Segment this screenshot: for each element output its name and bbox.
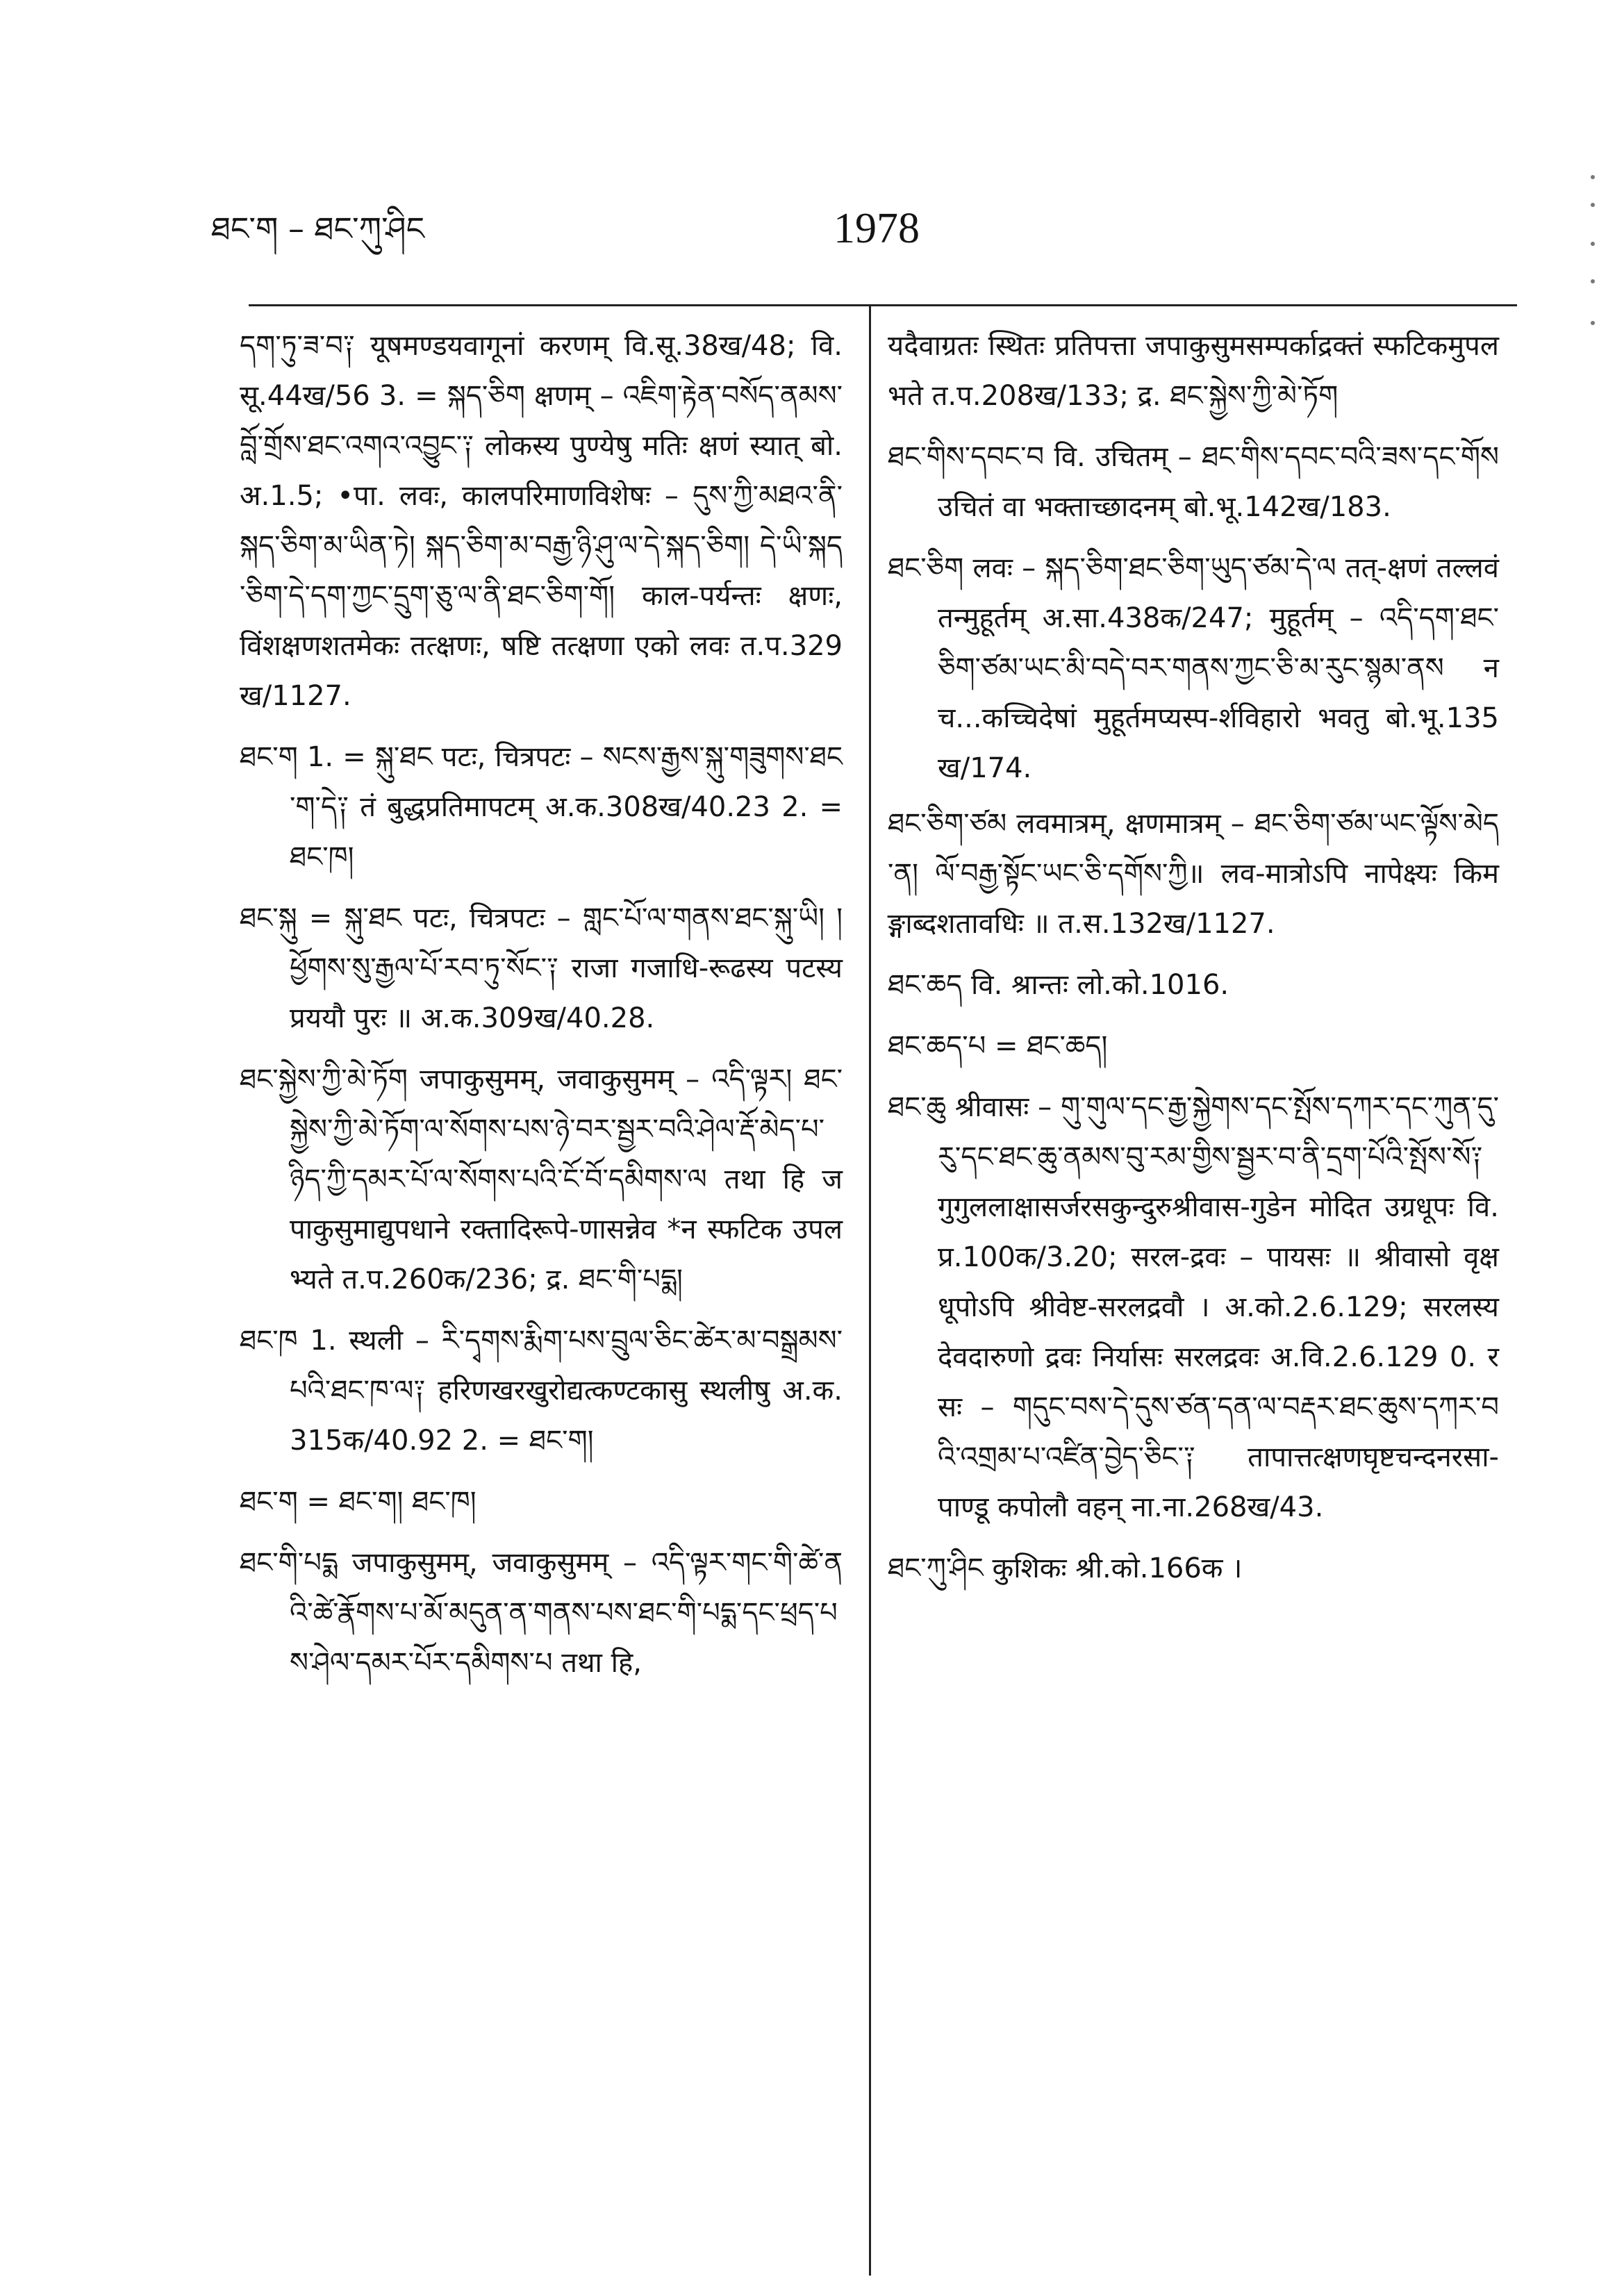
dictionary-entry: ཐང་ཆད वि. श्रान्तः लो.को.1016. xyxy=(888,969,1229,1001)
running-head: ཐང་ག – ཐང་ཀུ་ཤིང xyxy=(211,210,425,247)
dictionary-subentry: ཐང་ཅིག་ཙམ लवमात्रम्, क्षणमात्रम् – ཐང་ཅིག་ཙམ་ཡང་ལྟོས་མེད་ན། ལོ་བརྒྱ་སྟོང་ཡང་ཅི་དགོས་ཀྱི॥ लव-मात्रोऽपि नापेक्ष्यः किमङ्गाब्दशतावधिः ॥ त.स.132ख/1127. xyxy=(888,808,1499,940)
dictionary-entry: ཐང་གི་པདྨ जपाकुसुमम्, जवाकुसुमम् – འདི་ལྟར་གང་གི་ཚེ་ནའི་ཚེ་རྣོགས་པ་མོ་མདུན་ན་གནས་པས་ཐང་གི་པདྨ་དང་ཕྲད་པས་ཤེལ་དམར་པོར་དམིགས་པ तथा हि, xyxy=(240,1547,843,1679)
dictionary-entry: ཐང་སྐུ = སྐུ་ཐང पटः, चित्रपटः – གླང་པོ་ལ་གནས་ཐང་སྐུ་ཡི། །ཕྱོགས་སུ་རྒྱལ་པོ་རབ་ཏུ་སོང་༑ राजा गजाधि-रूढस्य पटस्य प्रययौ पुरः ॥ अ.क.309ख/40.28. xyxy=(240,902,843,1034)
dictionary-entry: ཐང་ཆུ श्रीवासः – གུ་གུལ་དང་རྒྱ་སྐྱེགས་དང་སྤོས་དཀར་དང་ཀུན་དུ་རུ་དང་ཐང་ཆུ་ནམས་བུ་རམ་གྱིས་སྦྱར་བ་ནི་དྲག་པོའི་སྤོས་སོ༑ गुगुललाक्षासर्जरसकुन्दुरुश्रीवास-गुडेन मोदित उग्रधूपः वि.प्र.100क/3.20; सरल-द्रवः – पायसः ॥ श्रीवासो वृक्षधूपोऽपि श्रीवेष्ट-सरलद्रवौ । अ.को.2.6.129; सरलस्य देवदारुणो द्रवः निर्यासः सरलद्रवः अ.वि.2.6.129 0. रसः – གདུང་བས་དེ་དུས་ཙན་དན་ལ་བརྡར་ཐང་ཆུས་དཀར་བའི་འགྲམ་པ་འཛིན་བྱེད་ཅིང་༑ तापात्तत्क्षणघृष्टचन्दनरसा-पाण्डू कपोलौ वहन् ना.ना.268ख/43. xyxy=(888,1091,1499,1523)
continuation-text: དག་ཏུ་ཟ་བ༑ यूषमण्डयवागूनां करणम् वि.सू.38ख/48; वि.सू.44ख/56 3. = སྐད་ཅིག क्षणम् – འཇིག་རྟེན་བསོད་ནམས་བློ་གྲོས་ཐང་འགའ་འབྱུང་༑ लोकस्य पुण्येषु मतिः क्षणं स्यात् बो.अ.1.5; •पा. लवः, कालपरिमाणविशेषः – དུས་ཀྱི་མཐའ་ནི་སྐད་ཅིག་མ་ཡིན་ཏེ། སྐད་ཅིག་མ་བརྒྱ་ཉི་ཤུ་ལ་དེ་སྐད་ཅིག། དེ་ཡི་སྐད་ཅིག་དེ་དག་ཀྱང་དྲུག་ཅུ་ལ་ནི་ཐང་ཅིག་གོ། काल-पर्यन्तः क्षणः, विंशक्षणशतमेकः तत्क्षणः, षष्टि तत्क्षणा एको लवः त.प.329ख/1127. xyxy=(240,330,843,712)
left-column xyxy=(240,321,843,1688)
dictionary-entry: ཐང་ཆད་པ = ཐང་ཆད། xyxy=(888,1030,1108,1062)
column-divider xyxy=(869,306,871,2276)
right-column xyxy=(888,321,1499,1593)
header-rule xyxy=(249,304,1517,306)
dictionary-entry: ཐང་ཅིག लवः – སྐད་ཅིག་ཐང་ཅིག་ཡུད་ཙམ་དེ་ལ तत्-क्षणं तल्लवं तन्मुहूर्तम् अ.सा.438क/247; मुहूर्तम् – འདི་དག་ཐང་ཅིག་ཙམ་ཡང་མི་བདེ་བར་གནས་ཀྱང་ཅི་མ་རུང་སྙམ་ནས न च...कच्चिदेषां मुहूर्तमप्यस्प-र्शविहारो भवतु बो.भू.135ख/174. xyxy=(888,552,1499,784)
dictionary-entry: ཐང་ག 1. = སྐུ་ཐང पटः, चित्रपटः – སངས་རྒྱས་སྐུ་གཟུགས་ཐང་ག་དེ༑ तं बुद्धप्रतिमापटम् अ.क.308ख/40.23 2. = ཐང་ཁ། xyxy=(240,741,843,873)
margin-specks xyxy=(1591,175,1596,363)
dictionary-entry: ཐང་ག = ཐང་ག། ཐང་ཁ། xyxy=(240,1486,477,1518)
page-number: 1978 xyxy=(834,205,920,252)
dictionary-entry: ཐང་ཀུ་ཤིང कुशिकः श्री.को.166क । xyxy=(888,1552,1243,1584)
dictionary-entry: ཐང་གིས་དབང་བ वि. उचितम् – ཐང་གིས་དབང་བའི་ཟས་དང་གོས उचितं वा भक्ताच्छादनम् बो.भू.142ख/183. xyxy=(888,441,1499,523)
continuation-text: यदैवाग्रतः स्थितः प्रतिपत्ता जपाकुसुमसम्पर्काद्रक्तं स्फटिकमुपलभते त.प.208ख/133; द्र. ཐང་སྐྱེས་ཀྱི་མེ་ཏོག xyxy=(888,330,1499,412)
dictionary-entry: ཐང་སྐྱེས་ཀྱི་མེ་ཏོག जपाकुसुमम्, जवाकुसुमम् – འདི་ལྟར། ཐང་སྐྱེས་ཀྱི་མེ་ཏོག་ལ་སོགས་པས་ཉེ་བར་སྦྱར་བའི་ཤེལ་རྡོ་མེད་པ་ཉིད་ཀྱི་དམར་པོ་ལ་སོགས་པའི་ངོ་བོ་དམིགས་ལ तथा हि जपाकुसुमाद्युपधाने रक्तादिरूपे-णासन्नेव *न स्फटिक उपलभ्यते त.प.260क/236; द्र. ཐང་གི་པདྨ། xyxy=(240,1063,843,1295)
dictionary-entry: ཐང་ཁ 1. स्थली – རི་དྭགས་རྨིག་པས་བྲུལ་ཅིང་ཚེར་མ་བསྒྲམས་པའི་ཐང་ཁ་ལ༑ हरिणखरखुरोद्यत्कण्टकासु स्थलीषु अ.क.315क/40.92 2. = ཐང་ག། xyxy=(240,1325,843,1457)
